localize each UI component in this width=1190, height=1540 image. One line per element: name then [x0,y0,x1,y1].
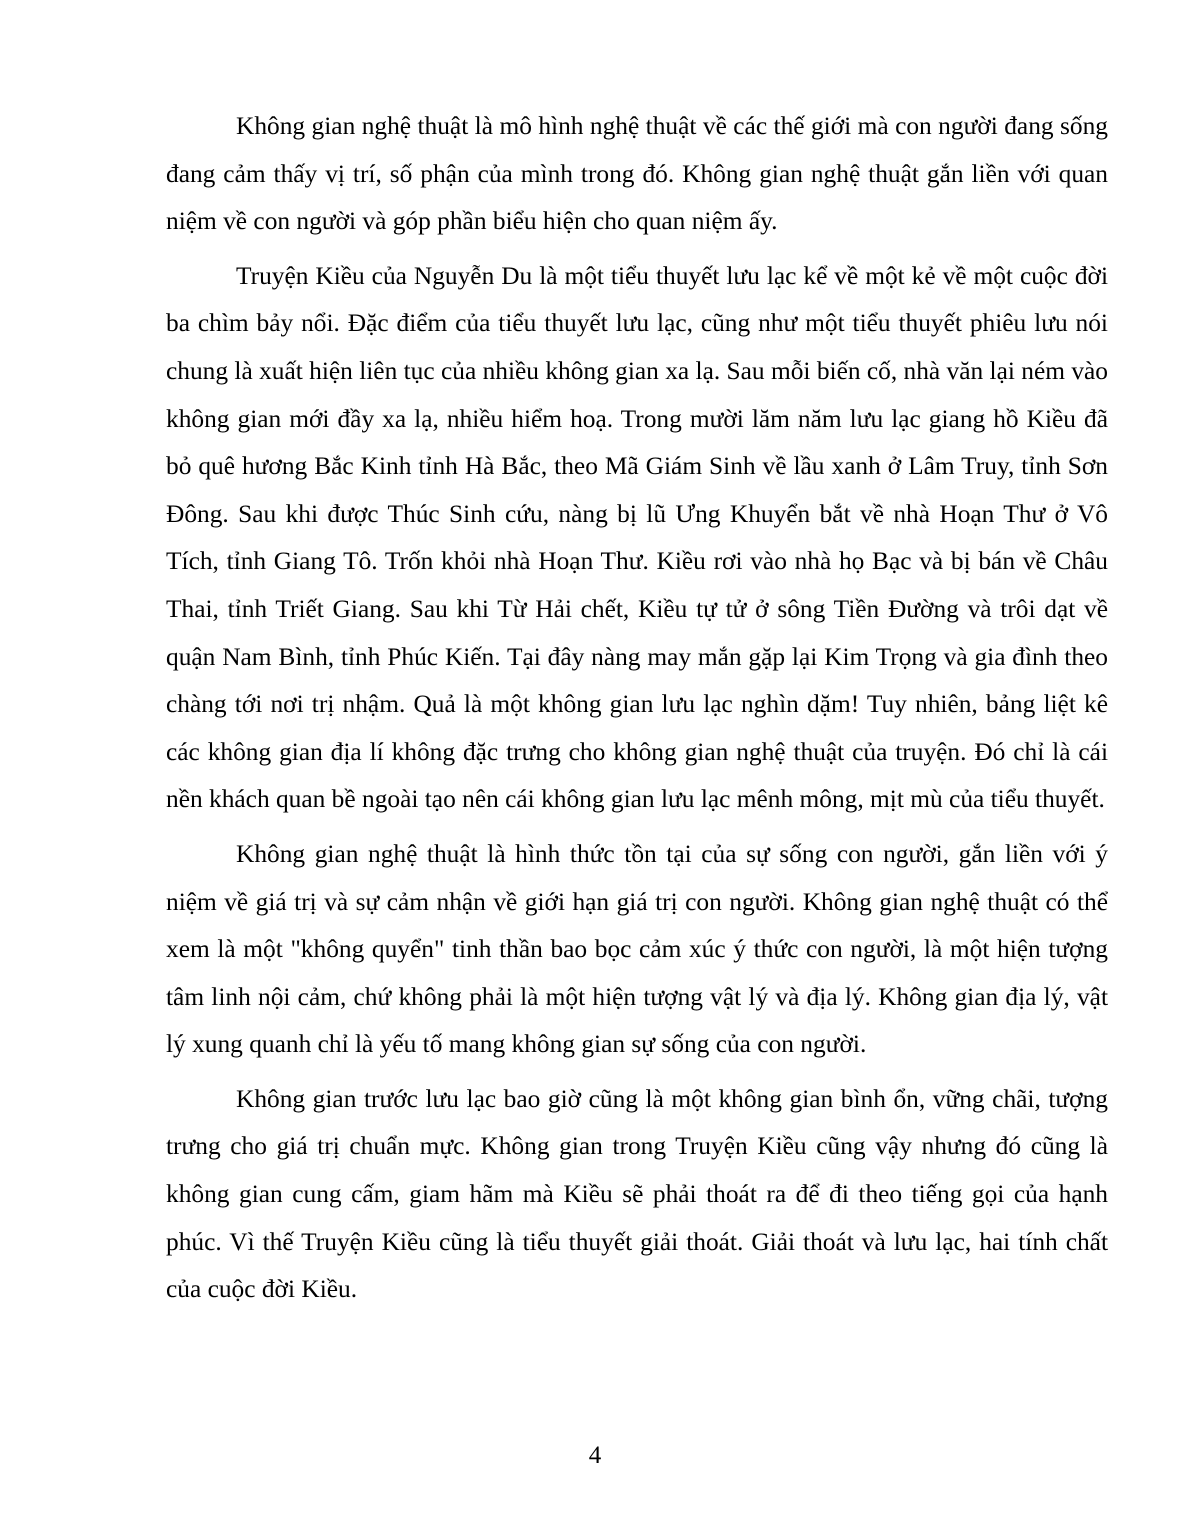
paragraph-3: Không gian nghệ thuật là hình thức tồn tại của sự sống con người, gắn liền với ý niệm về giá trị và sự cảm nhận về giới hạn giá trị con người. Không gian nghệ thuật có thể xem là một "không quyển" tinh thần bao bọc cảm xúc ý thức con người, là một hiện tượng tâm linh nội cảm, chứ không phải là một hiện tượng vật lý và địa lý. Không gian địa lý, vật lý xung quanh chỉ là yếu tố mang không gian sự sống của con người. [166,839,1108,1059]
paragraph-2: Truyện Kiều của Nguyễn Du là một tiểu thuyết lưu lạc kể về một kẻ về một cuộc đời ba chìm bảy nổi. Đặc điểm của tiểu thuyết lưu lạc, cũng như một tiểu thuyết phiêu lưu nói chung là xuất hiện liên tục của nhiều không gian xa lạ. Sau mỗi biến cố, nhà văn lại ném vào không gian mới đầy xa lạ, nhiều hiểm hoạ. Trong mười lăm năm lưu lạc giang hồ Kiều đã bỏ quê hương Bắc Kinh tỉnh Hà Bắc, theo Mã Giám Sinh về lầu xanh ở Lâm Truy, tỉnh Sơn Đông. Sau khi được Thúc Sinh cứu, nàng bị lũ Ưng Khuyển bắt về nhà Hoạn Thư ở Vô Tích, tỉnh Giang Tô. Trốn khỏi nhà Hoạn Thư. Kiều rơi vào nhà họ Bạc và bị bán về Châu Thai, tỉnh Triết Giang. Sau khi Từ Hải chết, Kiều tự tử ở sông Tiền Đường và trôi dạt về quận Nam Bình, tỉnh Phúc Kiến. Tại đây nàng may mắn gặp lại Kim Trọng và gia đình theo chàng tới nơi trị nhậm. Quả là một không gian lưu lạc nghìn dặm! Tuy nhiên, bảng liệt kê các không gian địa lí không đặc trưng cho không gian nghệ thuật của truyện. Đó chỉ là cái nền khách quan bề ngoài tạo nên cái không gian lưu lạc mênh mông, mịt mù của tiểu thuyết. [166,261,1109,814]
paragraph-4: Không gian trước lưu lạc bao giờ cũng là một không gian bình ổn, vững chãi, tượng trưng cho giá trị chuẩn mực. Không gian trong Truyện Kiều cũng vậy nhưng đó cũng là không gian cung cấm, giam hãm mà Kiều sẽ phải thoát ra để đi theo tiếng gọi của hạnh phúc. Vì thế Truyện Kiều cũng là tiểu thuyết giải thoát. Giải thoát và lưu lạc, hai tính chất của cuộc đời Kiều. [166,1084,1108,1304]
page-body [166,103,1108,1321]
page-number: 4 [588,1442,602,1469]
paragraph-1: Không gian nghệ thuật là mô hình nghệ thuật về các thế giới mà con người đang sống đang cảm thấy vị trí, số phận của mình trong đó. Không gian nghệ thuật gắn liền với quan niệm về con người và góp phần biểu hiện cho quan niệm ấy. [166,112,1108,236]
